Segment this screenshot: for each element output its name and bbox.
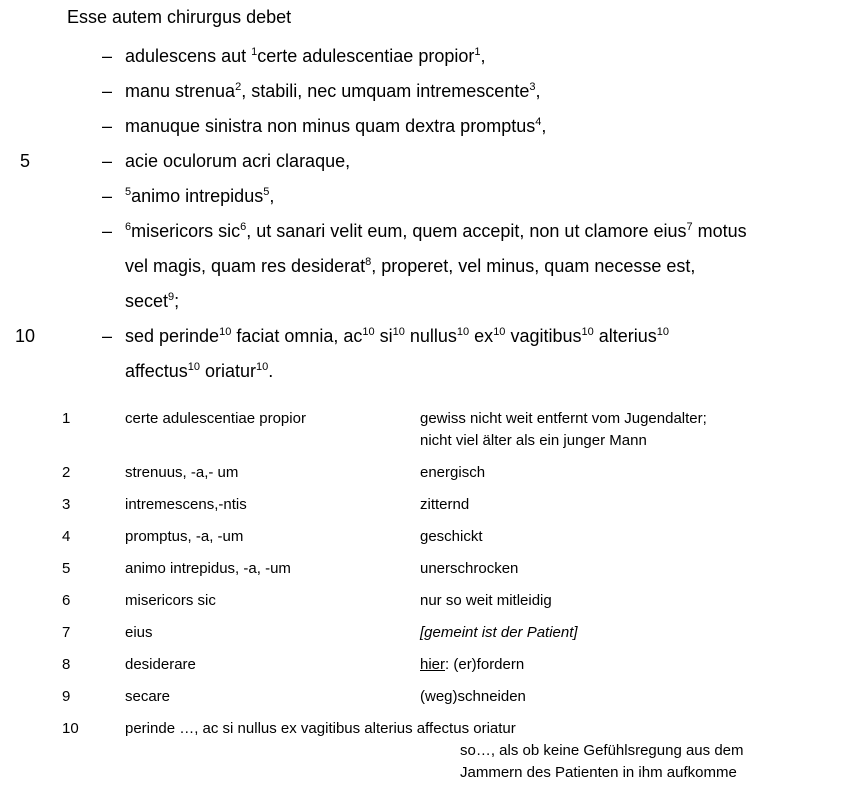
vocab-german-translation: [420, 462, 860, 484]
text-segment: nullus: [404, 326, 457, 346]
text-segment: vel magis, quam res desiderat: [125, 256, 366, 276]
vocab-german-line: [420, 408, 860, 430]
text-segment: ,: [480, 46, 486, 66]
vocab-number: 7: [62, 624, 71, 641]
bullet-text-line: [125, 284, 860, 319]
bullet-list: [0, 39, 860, 389]
vocab-row: [62, 622, 860, 644]
footnote-ref: 10: [581, 326, 594, 338]
text-segment: vagitibus: [505, 326, 582, 346]
vocab-row: [62, 718, 860, 784]
footnote-ref: 9: [168, 291, 175, 303]
vocab-latin-term: promptus, -a, -um: [125, 528, 244, 545]
vocab-row: [62, 408, 860, 452]
bullet-dash: –: [102, 186, 113, 206]
vocab-german-translation: [420, 622, 860, 644]
vocab-entry-content: [125, 718, 860, 784]
text-segment: animo intrepidus: [131, 186, 264, 206]
vocab-latin-term: certe adulescentiae propior: [125, 410, 306, 427]
footnote-ref: 1: [251, 46, 258, 58]
bullet-dash: –: [102, 81, 113, 101]
bullet-text-line: [125, 109, 860, 144]
margin-line-number: 10: [14, 326, 36, 346]
text-segment: misericors sic: [131, 221, 241, 241]
vocab-german-translation: [420, 408, 860, 452]
footnote-ref: 8: [365, 256, 372, 268]
bullet-item: [0, 214, 860, 319]
text-segment: motus: [692, 221, 747, 241]
vocab-row: [62, 526, 860, 548]
footnote-ref: 3: [529, 81, 536, 93]
vocab-number: 8: [62, 656, 71, 673]
vocab-latin-term: strenuus, -a,- um: [125, 464, 239, 481]
text-segment: alterius: [593, 326, 657, 346]
vocab-german-line: [420, 494, 860, 516]
text-segment: , stabili, nec umquam intremescente: [241, 81, 530, 101]
vocab-number: 5: [62, 560, 71, 577]
vocab-german-line: [420, 622, 860, 644]
vocab-number: 2: [62, 464, 71, 481]
text-segment: nur so weit mitleidig: [420, 592, 552, 609]
footnote-ref: 5: [125, 186, 132, 198]
text-segment: ex: [469, 326, 494, 346]
vocab-german-line: [420, 462, 860, 484]
bullet-item: [0, 109, 860, 144]
text-segment: ;: [174, 291, 180, 311]
footnote-ref: 10: [256, 361, 269, 373]
vocab-latin-term: eius: [125, 624, 153, 641]
text-segment: so…, als ob keine Gefühlsregung aus dem: [460, 742, 744, 759]
vocab-german-translation: [420, 494, 860, 516]
vocab-row: [62, 558, 860, 580]
text-segment: ,: [269, 186, 275, 206]
vocab-german-line: [460, 762, 860, 784]
vocab-number: 9: [62, 688, 71, 705]
text-segment: faciat omnia, ac: [231, 326, 363, 346]
bullet-item: [0, 144, 860, 179]
footnote-ref: 6: [240, 221, 247, 233]
text-segment: [gemeint ist der Patient]: [420, 624, 578, 641]
bullet-item: [0, 319, 860, 389]
bullet-text-line: [125, 74, 860, 109]
text-segment: adulescens aut: [125, 46, 252, 66]
bullet-dash: –: [102, 326, 113, 346]
text-segment: energisch: [420, 464, 486, 481]
vocab-german-line: [460, 740, 860, 762]
vocab-german-line: [420, 590, 860, 612]
footnote-ref: 10: [219, 326, 232, 338]
text-segment: si: [374, 326, 393, 346]
text-segment: , ut sanari velit eum, quem accepit, non ut clamore eius: [246, 221, 687, 241]
vocab-german-translation: [420, 686, 860, 708]
vocab-latin-term: secare: [125, 688, 171, 705]
vocab-row: [62, 494, 860, 516]
bullet-item: [0, 74, 860, 109]
vocab-number: 3: [62, 496, 71, 513]
bullet-dash: –: [102, 221, 113, 241]
vocab-german-translation: [460, 740, 860, 784]
text-segment: acie oculorum acri claraque,: [125, 151, 351, 171]
text-segment: Jammern des Patienten in ihm aufkomme: [460, 764, 737, 781]
text-segment: hier: [420, 656, 446, 673]
vocab-row: [62, 462, 860, 484]
footnote-ref: 10: [493, 326, 506, 338]
bullet-text-line: [125, 354, 860, 389]
text-segment: unerschrocken: [420, 560, 519, 577]
text-segment: gewiss nicht weit entfernt vom Jugendalter;: [420, 410, 707, 427]
bullet-text-line: [125, 39, 860, 74]
bullet-dash: –: [102, 46, 113, 66]
vocab-row: [62, 590, 860, 612]
vocab-row: [62, 686, 860, 708]
vocab-number: 10: [62, 720, 79, 737]
text-segment: affectus: [125, 361, 188, 381]
footnote-ref: 10: [656, 326, 670, 338]
text-segment: geschickt: [420, 528, 483, 545]
bullet-text-line: [125, 144, 860, 179]
vocab-latin-term: misericors sic: [125, 592, 216, 609]
vocab-german-line: [420, 654, 860, 676]
vocab-german-line: [420, 526, 860, 548]
text-segment: zitternd: [420, 496, 470, 513]
bullet-text-line: [125, 179, 860, 214]
text-segment: ,: [535, 81, 541, 101]
footnote-ref: 10: [187, 361, 200, 373]
vocab-german-line: [420, 430, 860, 452]
latin-passage: [0, 0, 860, 389]
footnote-ref: 10: [456, 326, 470, 338]
vocab-german-translation: [420, 654, 860, 676]
text-segment: manuque sinistra non minus quam dextra promptus: [125, 116, 536, 136]
vocab-german-translation: [420, 558, 860, 580]
bullet-text-line: [125, 214, 860, 249]
text-segment: sed perinde: [125, 326, 220, 346]
bullet-dash: –: [102, 151, 113, 171]
text-segment: certe adulescentiae propior: [257, 46, 475, 66]
vocab-latin-term: intremescens,-ntis: [125, 496, 247, 513]
bullet-item: [0, 179, 860, 214]
text-segment: manu strenua: [125, 81, 236, 101]
text-segment: ,: [541, 116, 547, 136]
text-segment: (weg)schneiden: [420, 688, 526, 705]
vocab-list: [62, 408, 860, 784]
text-segment: .: [268, 361, 274, 381]
vocab-latin-term: animo intrepidus, -a, -um: [125, 560, 291, 577]
footnote-ref: 7: [686, 221, 693, 233]
footnote-ref: 10: [362, 326, 375, 338]
text-segment: oriatur: [199, 361, 256, 381]
text-segment: secet: [125, 291, 169, 311]
footnote-ref: 1: [474, 46, 481, 58]
margin-line-number: 5: [19, 151, 30, 171]
bullet-dash: –: [102, 116, 113, 136]
footnote-ref: 4: [535, 116, 542, 128]
vocab-german-translation: [420, 526, 860, 548]
text-segment: : (er)fordern: [445, 656, 525, 673]
vocab-number: 6: [62, 592, 71, 609]
vocab-number: 4: [62, 528, 71, 545]
text-segment: , properet, vel minus, quam necesse est,: [371, 256, 696, 276]
latin-title: Esse autem chirurgus debet: [67, 7, 292, 27]
footnote-ref: 6: [125, 221, 132, 233]
bullet-text-line: [125, 319, 860, 354]
vocab-german-line: [420, 558, 860, 580]
bullet-item: [0, 39, 860, 74]
vocab-latin-term: perinde …, ac si nullus ex vagitibus alterius affectus oriatur: [125, 720, 516, 737]
text-segment: nicht viel älter als ein junger Mann: [420, 432, 647, 449]
bullet-text-line: [125, 249, 860, 284]
vocab-german-translation: [420, 590, 860, 612]
footnote-ref: 10: [392, 326, 405, 338]
footnote-ref: 5: [263, 186, 270, 198]
vocab-row: [62, 654, 860, 676]
vocab-number: 1: [62, 410, 71, 427]
vocab-latin-term: desiderare: [125, 656, 196, 673]
footnote-ref: 2: [235, 81, 242, 93]
vocab-german-line: [420, 686, 860, 708]
